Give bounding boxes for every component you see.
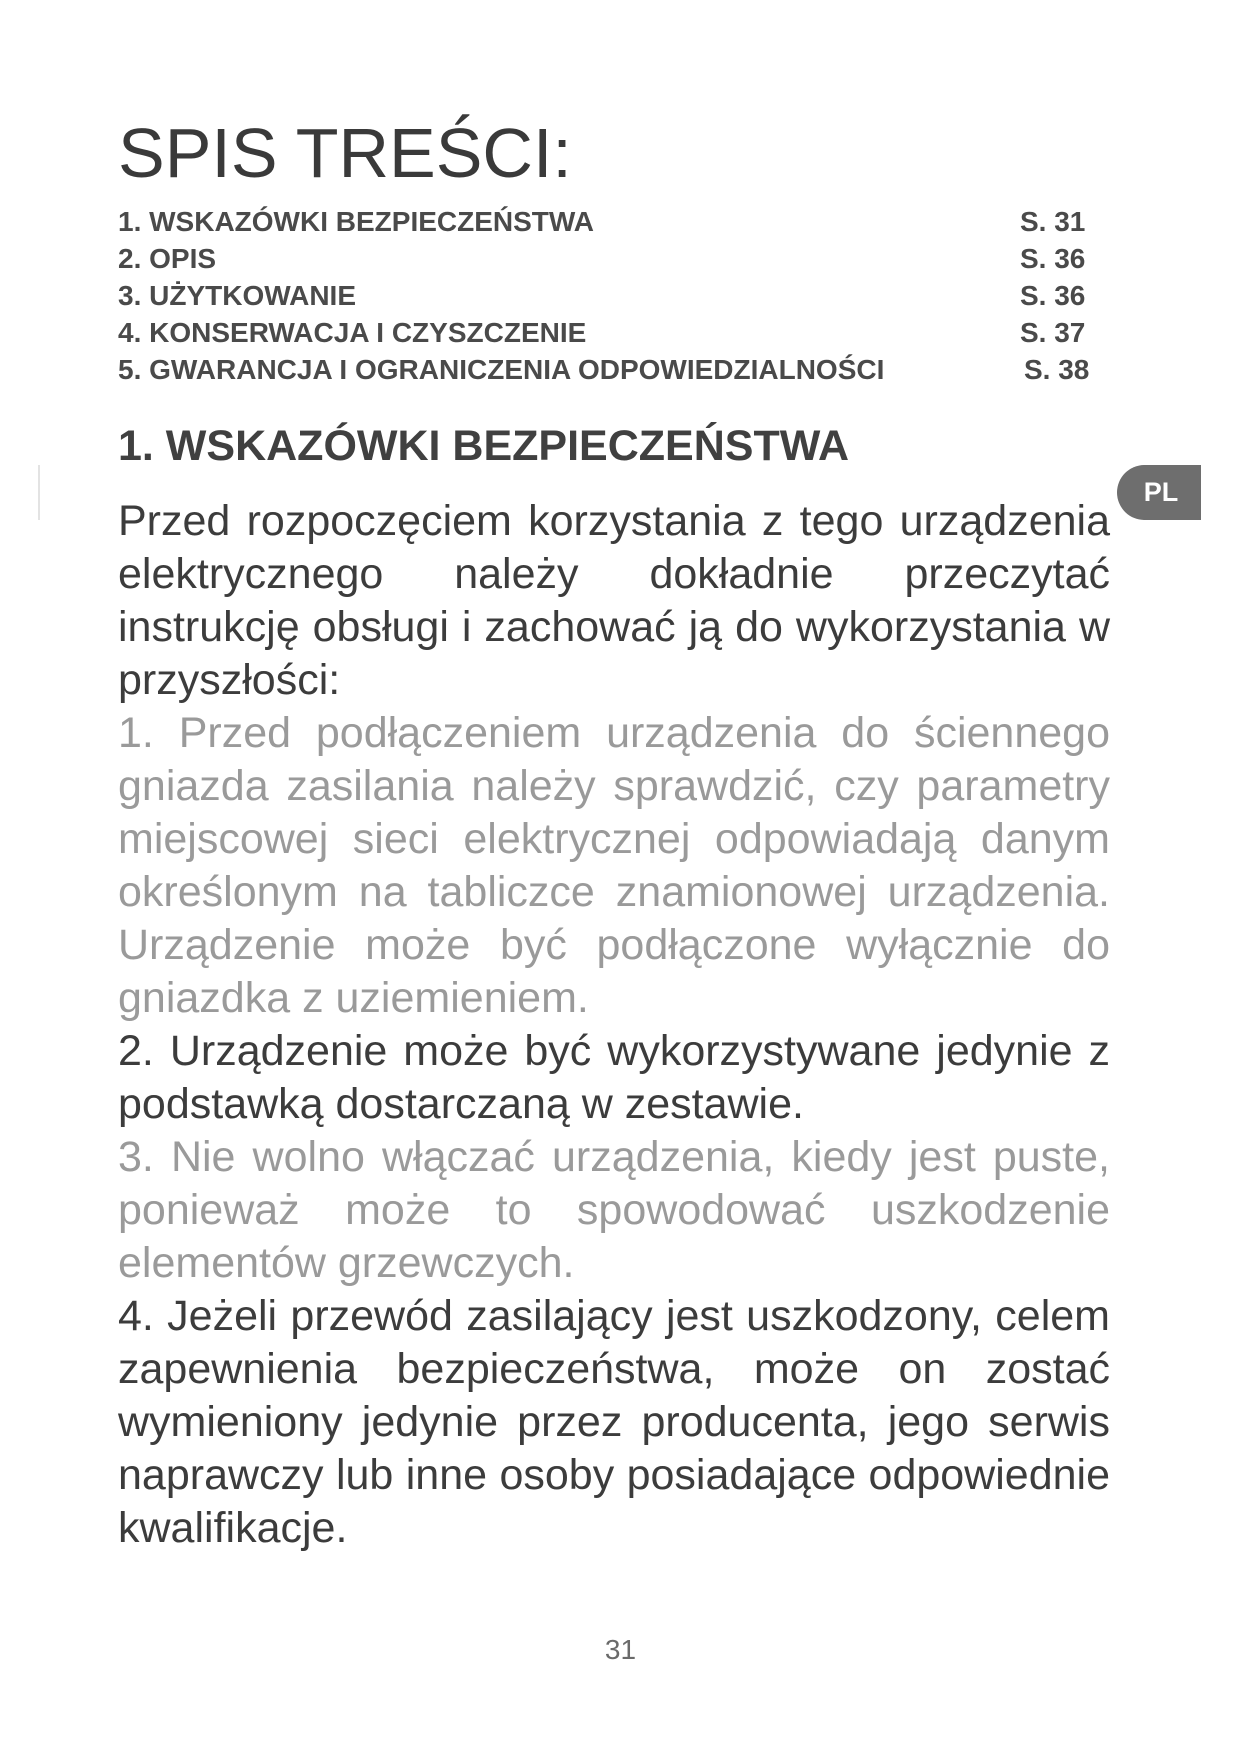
toc-entry-page: S. 31 bbox=[1020, 206, 1086, 237]
language-tab: PL bbox=[1117, 465, 1201, 520]
toc-entry-page: S. 38 bbox=[1024, 354, 1090, 385]
section-heading: 1. WSKAZÓWKI BEZPIECZEŃSTWA bbox=[118, 422, 849, 470]
toc-entry bbox=[118, 351, 1098, 388]
toc-entry-label: 2. OPIS bbox=[118, 243, 217, 274]
margin-mark bbox=[38, 465, 40, 520]
page-number: 31 bbox=[604, 1634, 637, 1665]
toc-entry bbox=[118, 203, 1098, 240]
toc-entry bbox=[118, 277, 1098, 314]
instruction-item: 1. Przed podłączeniem urządzenia do ściennego gniazda zasilania należy sprawdzić, czy parametry miejscowej sieci elektrycznej odpowiadają danym określonym na tabliczce znamionowej urządzenia. Urządzenie może być podłączone wyłącznie do gniazdka z uziemieniem. bbox=[118, 709, 1110, 1022]
toc-entry-label: 5. GWARANCJA I OGRANICZENIA ODPOWIEDZIALNOŚCI bbox=[118, 354, 885, 385]
toc-entry-label: 1. WSKAZÓWKI BEZPIECZEŃSTWA bbox=[118, 206, 594, 237]
table-of-contents bbox=[118, 203, 1098, 388]
toc-entry-page: S. 36 bbox=[1020, 280, 1086, 311]
toc-entry-label: 3. UŻYTKOWANIE bbox=[118, 280, 357, 311]
instruction-item: 4. Jeżeli przewód zasilający jest uszkodzony, celem zapewnienia bezpieczeństwa, może on zostać wymieniony jedynie przez producenta, jego serwis naprawczy lub inne osoby posiadające odpowiednie kwalifikacje. bbox=[118, 1292, 1110, 1552]
instruction-item: 2. Urządzenie może być wykorzystywane jedynie z podstawką dostarczaną w zestawie. bbox=[118, 1027, 1110, 1128]
toc-entry bbox=[118, 314, 1098, 351]
toc-entry bbox=[118, 240, 1098, 277]
toc-entry-label: 4. KONSERWACJA I CZYSZCZENIE bbox=[118, 317, 587, 348]
toc-entry-page: S. 37 bbox=[1020, 317, 1086, 348]
toc-title: SPIS TREŚCI: bbox=[118, 114, 572, 192]
toc-entry-page: S. 36 bbox=[1020, 243, 1086, 274]
instruction-item: 3. Nie wolno włączać urządzenia, kiedy jest puste, ponieważ może to spowodować uszkodzenie elementów grzewczych. bbox=[118, 1133, 1110, 1287]
safety-instructions bbox=[118, 495, 1110, 1555]
intro-paragraph: Przed rozpoczęciem korzystania z tego urządzenia elektrycznego należy dokładnie przeczytać instrukcję obsługi i zachować ją do wykorzystania w przyszłości: bbox=[118, 497, 1110, 704]
